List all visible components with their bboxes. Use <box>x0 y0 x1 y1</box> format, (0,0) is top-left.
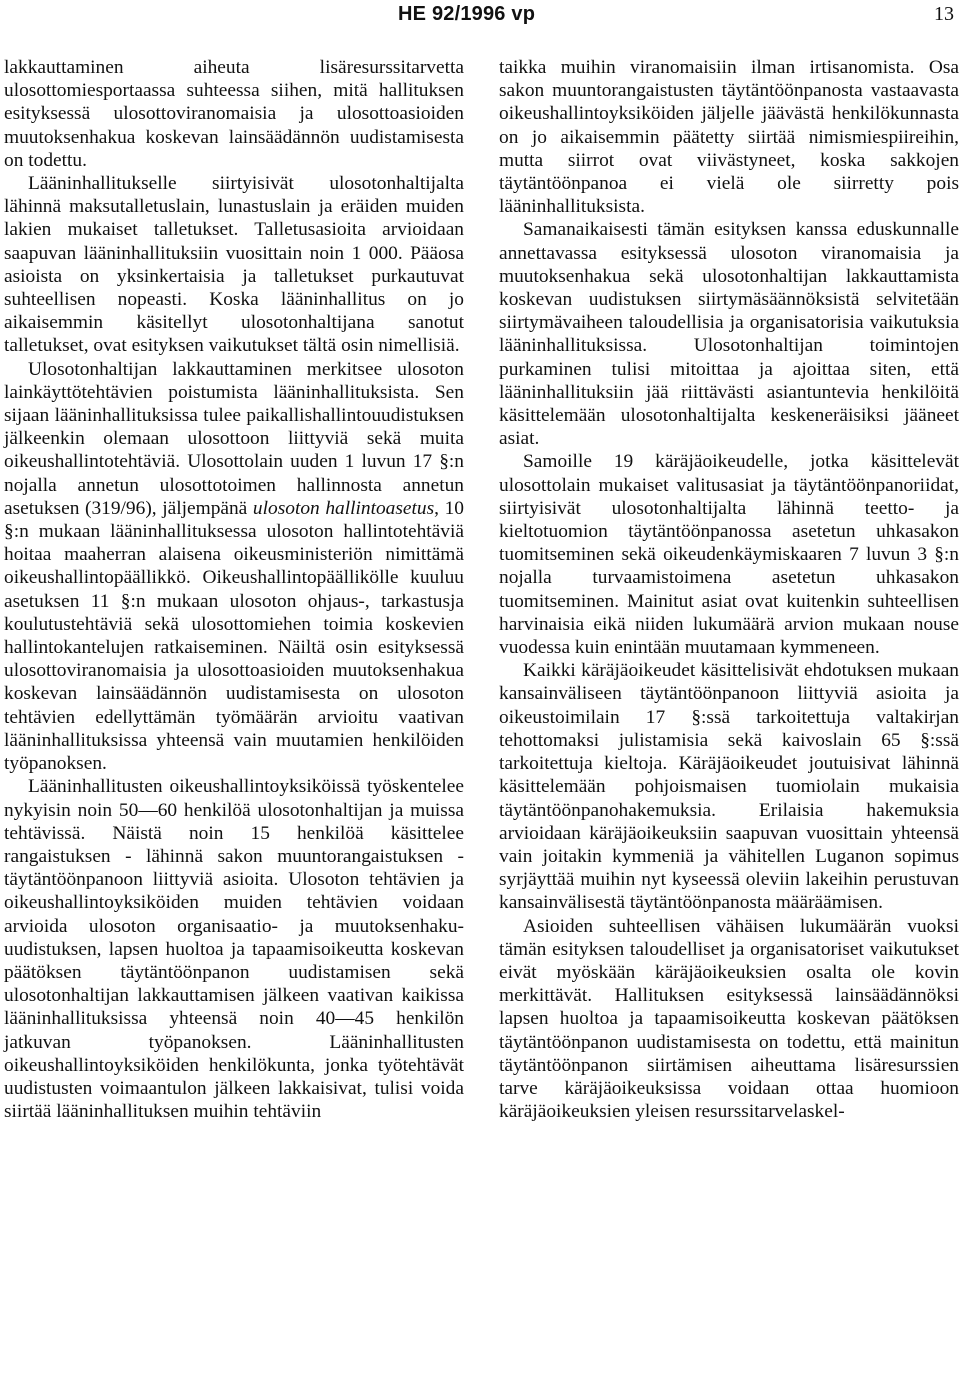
paragraph: Samanaikaisesti tämän esityksen kanssa eduskunnalle annettavassa esityksessä ulosoton viranomaisia ja muutoksenhakua sekä ulosotonhaltijan lakkauttamista koskevan uudistuksen siirtymäsäännöksistä selvitetään siirtymävaiheen taloudellisia ja organisatorisia vaikutuksia lääninhallituksissa. Ulosotonhaltijan toimintojen purkaminen tulisi mitoittaa ja ajoittaa siten, että lääninhallituksiin jää riittävästi asiantuntevia henkilöitä käsittelemään ulosotonhaltijalta keskeneräisiksi jääneet asiat. <box>499 219 959 450</box>
running-header <box>0 0 960 40</box>
document-id: HE 92/1996 vp <box>398 3 536 25</box>
paragraph: Lääninhallitukselle siirtyisivät ulosotonhaltijalta lähinnä maksutalletuslain, lunastuslain ja eräiden muiden lakien mukaiset talletukset. Talletusasioita arvioidaan saapuvan lääninhallituksiin vuosittain noin 1 000. Pääosa asioista on yksinkertaisia ja talletukset purkautuvat suhteellisen nopeasti. Koska lääninhallitus on jo aikaisemmin käsitellyt ulosotonhaltijana sanotut talletukset, ovat esityksen vaikutukset tältä osin nimellisiä. <box>4 173 464 357</box>
left-column <box>4 56 464 1123</box>
emphasized-term: ulosoton hallintoasetus <box>252 497 435 519</box>
paragraph: Kaikki käräjäoikeudet käsittelisivät ehdotuksen mukaan kansainväliseen täytäntöönpanoon liittyviä asioita ja oikeustoimilain 17 §:ssä tarkoitettuja valtakirjan tehottomaksi julistamisia sekä kaivoslain 65 §:ssä tarkoitettuja kieltoja. Käräjäoikeudet joutuisivat lähinnä käsittelemään pohjoismaisen tuomiolain mukaisia täytäntöönpanohakemuksia. Erilaisia hakemuksia arvioidaan käräjäoikeuksiin saapuvan vuosittain yhteensä vain joitakin kymmeniä ja vähitellen Luganon sopimus syrjäyttää muihin nyt kyseessä oleviin lakeihin perustuvan kansainvälisestä täytäntöönpanosta määräämisen. <box>499 660 959 914</box>
paragraph-text: , 10 §:n mukaan lääninhallituksessa ulosoton hallintotehtäviä hoitaa maaherran alaisena oikeusministeriön nimittämä oikeushallintopäällikkö. Oikeushallintopäällikölle kuuluu asetuksen 11 §:n mukaan ulosoton ohjaus-, tarkastusja koulutustehtäviä sekä ulosottomiehen toimia koskevien hallintokantelujen ratkaiseminen. Näiltä osin esityksessä ulosottoviranomaisia ja ulosottoasioiden muutoksenhakua koskevan lainsäädännön uudistamisesta on ulosoton tehtävien edellyttämän työmäärän arvioitu vaativan lääninhallituksissa yhteensä vain muutamien henkilöiden työpanoksen. <box>4 497 464 775</box>
paragraph: lakkauttaminen aiheuta lisäresurssitarvetta ulosottomiesportaassa suhteessa siihen, mitä hallituksen esityksessä ulosottoviranomaisia ja ulosottoasioiden muutoksenhakua koskevan lainsäädännön uudistamisesta on todettu. <box>4 57 464 171</box>
paragraph: Lääninhallitusten oikeushallintoyksiköissä työskentelee nykyisin noin 50—60 henkilöä ulosotonhaltijan ja muissa tehtävissä. Näistä noin 15 henkilöä käsittelee rangaistuksen - lähinnä sakon muuntorangaistuksen - täytäntöönpanoon liittyviä asioita. Ulosoton tehtävien ja oikeushallintoyksiköiden muiden tehtävien voidaan arvioida ulosoton organisaatio- ja muutoksenhaku-uudistuksen, lapsen huoltoa ja tapaamisoikeutta koskevan päätöksen täytäntöönpanon uudistamisen sekä ulosotonhaltijan lakkauttamisen jälkeen vaativan kaikissa lääninhallituksissa yhteensä noin 40—45 henkilön jatkuvan työpanoksen. Lääninhallitusten oikeushallintoyksiköiden henkilökunta, jonka työtehtävät uudistusten voimaantulon jälkeen lakkaisivat, tulisi voida siirtää lääninhallituksen muihin tehtäviin <box>4 776 464 1123</box>
paragraph-text: Ulosotonhaltijan lakkauttaminen merkitsee ulosoton lainkäyttötehtävien poistumista lääninhallituksista. Sen sijaan lääninhallituksissa tulee paikallishallintouudistuksen jälkeenkin olemaan ulosottoon liittyviä sekä muita oikeushallintotehtäviä. Ulosottolain uuden 1 luvun 17 §:n nojalla annetun ulosottotoimen hallinnosta annetun asetuksen (319/96), jäljempänä <box>4 358 464 519</box>
paragraph: Asioiden suhteellisen vähäisen lukumäärän vuoksi tämän esityksen taloudelliset ja organisatoriset vaikutukset eivät myöskään käräjäoikeuksien osalta ole kovin merkittävät. Hallituksen esityksessä lainsäädännöksi lapsen huoltoa ja tapaamisoikeutta koskevan päätöksen täytäntöönpanon uudistamisesta on todettu, että mainitun täytäntöönpanon siirtämisen aiheuttama lisäresurssien tarve käräjäoikeuksissa voidaan ottaa huomioon käräjäoikeuksien yleisen resurssitarvelaskel- <box>499 915 959 1123</box>
paragraph: Samoille 19 käräjäoikeudelle, jotka käsittelevät ulosottolain mukaiset valitusasiat ja täytäntöönpanoriidat, siirtyisivät ulosotonhaltijalta lähinnä teetto- ja kieltotuomion täytäntöönpanossa asetetun uhkasakon tuomitseminen sekä oikeudenkäymiskaaren 7 luvun 3 §:n nojalla turvaamistoimena asetetun uhkasakon tuomitseminen. Mainitut asiat ovat kuitenkin suhteellisen harvinaisia eikä niiden lukumäärä arvion mukaan nouse vuodessa kuin enintään muutamaan kymmeneen. <box>499 451 959 659</box>
paragraph-with-emphasis <box>4 358 464 776</box>
page-number: 13 <box>934 3 954 25</box>
right-column <box>499 56 959 1123</box>
paragraph: taikka muihin viranomaisiin ilman irtisanomista. Osa sakon muuntorangaistusten täytäntöönpanosta vastaavasta oikeushallintoyksiköiden jäljelle jäävästä henkilökunnasta on jo aikaisemmin päätetty siirtää nimismiespiireihin, mutta siirrot ovat viivästyneet, koska sakkojen täytäntöönpanoa ei vielä ole siirretty pois lääninhallituksista. <box>499 57 959 218</box>
